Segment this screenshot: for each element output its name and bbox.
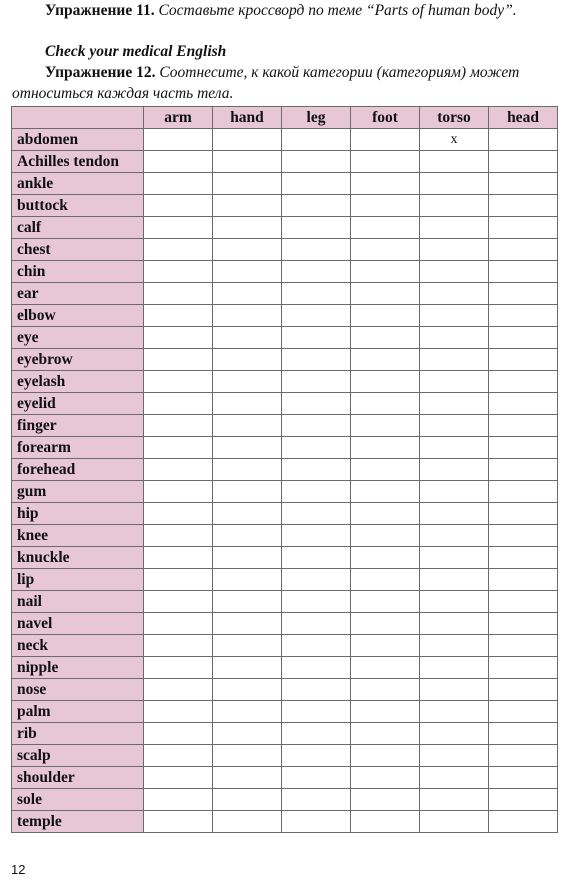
- answer-cell-leg[interactable]: [282, 327, 351, 349]
- answer-cell-leg[interactable]: [282, 129, 351, 151]
- answer-cell-torso[interactable]: [420, 283, 489, 305]
- answer-cell-leg[interactable]: [282, 635, 351, 657]
- column-header-foot: foot: [351, 107, 420, 129]
- answer-cell-arm[interactable]: [144, 569, 213, 591]
- answer-cell-arm[interactable]: [144, 591, 213, 613]
- body-part-label: sole: [12, 789, 144, 811]
- answer-cell-head[interactable]: [489, 129, 558, 151]
- answer-cell-foot[interactable]: [351, 371, 420, 393]
- answer-cell-head[interactable]: [489, 151, 558, 173]
- answer-cell-leg[interactable]: [282, 745, 351, 767]
- answer-cell-torso[interactable]: [420, 349, 489, 371]
- answer-cell-foot[interactable]: [351, 767, 420, 789]
- answer-cell-hand[interactable]: [213, 327, 282, 349]
- answer-cell-torso[interactable]: [420, 767, 489, 789]
- answer-cell-torso[interactable]: [420, 503, 489, 525]
- page-number: 12: [11, 862, 26, 877]
- body-part-label: forearm: [12, 437, 144, 459]
- answer-cell-head[interactable]: [489, 569, 558, 591]
- answer-cell-arm[interactable]: [144, 305, 213, 327]
- answer-cell-head[interactable]: [489, 657, 558, 679]
- body-part-label: gum: [12, 481, 144, 503]
- body-part-label: eyelid: [12, 393, 144, 415]
- answer-cell-foot[interactable]: [351, 283, 420, 305]
- body-part-label: scalp: [12, 745, 144, 767]
- answer-cell-head[interactable]: [489, 173, 558, 195]
- answer-cell-torso[interactable]: [420, 415, 489, 437]
- answer-cell-torso[interactable]: [420, 173, 489, 195]
- answer-cell-foot[interactable]: [351, 481, 420, 503]
- answer-cell-foot[interactable]: [351, 239, 420, 261]
- answer-cell-head[interactable]: [489, 547, 558, 569]
- answer-cell-hand[interactable]: [213, 591, 282, 613]
- table-header-row: [12, 107, 558, 129]
- answer-cell-leg[interactable]: [282, 789, 351, 811]
- answer-cell-torso[interactable]: [420, 459, 489, 481]
- answer-cell-torso[interactable]: [420, 393, 489, 415]
- answer-cell-hand[interactable]: [213, 239, 282, 261]
- answer-cell-arm[interactable]: [144, 679, 213, 701]
- answer-cell-head[interactable]: [489, 349, 558, 371]
- answer-cell-foot[interactable]: [351, 459, 420, 481]
- table-row: [12, 569, 558, 591]
- answer-cell-hand[interactable]: [213, 503, 282, 525]
- body-part-label: temple: [12, 811, 144, 833]
- answer-cell-hand[interactable]: [213, 415, 282, 437]
- column-header-hand: hand: [213, 107, 282, 129]
- body-part-label: nose: [12, 679, 144, 701]
- answer-cell-foot[interactable]: [351, 723, 420, 745]
- answer-cell-leg[interactable]: [282, 591, 351, 613]
- body-part-label: eye: [12, 327, 144, 349]
- answer-cell-arm[interactable]: [144, 393, 213, 415]
- table-row: [12, 767, 558, 789]
- answer-cell-hand[interactable]: [213, 767, 282, 789]
- answer-cell-hand[interactable]: [213, 437, 282, 459]
- answer-cell-foot[interactable]: [351, 261, 420, 283]
- table-row: [12, 811, 558, 833]
- answer-cell-head[interactable]: [489, 745, 558, 767]
- body-part-label: neck: [12, 635, 144, 657]
- answer-cell-leg[interactable]: [282, 503, 351, 525]
- answer-cell-leg[interactable]: [282, 723, 351, 745]
- answer-cell-foot[interactable]: [351, 151, 420, 173]
- answer-cell-leg[interactable]: [282, 261, 351, 283]
- answer-cell-hand[interactable]: [213, 811, 282, 833]
- answer-cell-arm[interactable]: [144, 151, 213, 173]
- answer-cell-head[interactable]: [489, 217, 558, 239]
- answer-cell-arm[interactable]: [144, 327, 213, 349]
- table-row: [12, 217, 558, 239]
- answer-cell-leg[interactable]: [282, 437, 351, 459]
- answer-cell-torso[interactable]: [420, 613, 489, 635]
- table-row: [12, 371, 558, 393]
- table-corner-cell: [12, 107, 144, 129]
- table-row: [12, 261, 558, 283]
- answer-cell-torso[interactable]: [420, 635, 489, 657]
- column-header-head: head: [489, 107, 558, 129]
- exercise-12-text-line1: Соотнесите, к какой категории (категориям) может: [159, 64, 520, 81]
- answer-cell-arm[interactable]: [144, 701, 213, 723]
- answer-cell-leg[interactable]: [282, 613, 351, 635]
- answer-cell-foot[interactable]: [351, 591, 420, 613]
- answer-cell-leg[interactable]: [282, 151, 351, 173]
- answer-cell-arm[interactable]: [144, 789, 213, 811]
- body-part-label: knee: [12, 525, 144, 547]
- answer-cell-torso[interactable]: [420, 195, 489, 217]
- body-part-label: elbow: [12, 305, 144, 327]
- body-part-label: buttock: [12, 195, 144, 217]
- column-header-arm: arm: [144, 107, 213, 129]
- body-part-label: calf: [12, 217, 144, 239]
- answer-cell-head[interactable]: [489, 591, 558, 613]
- answer-cell-leg[interactable]: [282, 283, 351, 305]
- answer-cell-arm[interactable]: [144, 437, 213, 459]
- answer-cell-head[interactable]: [489, 481, 558, 503]
- answer-cell-torso[interactable]: [420, 371, 489, 393]
- answer-cell-head[interactable]: [489, 723, 558, 745]
- body-part-label: lip: [12, 569, 144, 591]
- answer-cell-hand[interactable]: [213, 701, 282, 723]
- answer-cell-arm[interactable]: [144, 283, 213, 305]
- table-row: [12, 481, 558, 503]
- body-part-label: abdomen: [12, 129, 144, 151]
- body-part-label: rib: [12, 723, 144, 745]
- answer-cell-hand[interactable]: [213, 745, 282, 767]
- answer-cell-leg[interactable]: [282, 217, 351, 239]
- answer-cell-leg[interactable]: [282, 679, 351, 701]
- answer-cell-hand[interactable]: [213, 261, 282, 283]
- answer-cell-hand[interactable]: [213, 723, 282, 745]
- answer-cell-leg[interactable]: [282, 173, 351, 195]
- answer-cell-leg[interactable]: [282, 393, 351, 415]
- answer-cell-hand[interactable]: [213, 635, 282, 657]
- answer-cell-hand[interactable]: [213, 129, 282, 151]
- table-row: [12, 305, 558, 327]
- answer-cell-head[interactable]: [489, 459, 558, 481]
- table-row: [12, 151, 558, 173]
- answer-cell-leg[interactable]: [282, 305, 351, 327]
- answer-cell-hand[interactable]: [213, 371, 282, 393]
- answer-cell-foot[interactable]: [351, 811, 420, 833]
- answer-cell-hand[interactable]: [213, 151, 282, 173]
- answer-cell-foot[interactable]: [351, 613, 420, 635]
- table-row: [12, 503, 558, 525]
- answer-cell-arm[interactable]: [144, 129, 213, 151]
- answer-cell-leg[interactable]: [282, 767, 351, 789]
- body-part-label: forehead: [12, 459, 144, 481]
- answer-cell-foot[interactable]: [351, 657, 420, 679]
- answer-cell-torso[interactable]: [420, 701, 489, 723]
- section-subheading: Check your medical English: [45, 43, 227, 60]
- answer-cell-head[interactable]: [489, 415, 558, 437]
- answer-cell-head[interactable]: [489, 789, 558, 811]
- answer-cell-foot[interactable]: [351, 437, 420, 459]
- body-part-label: chin: [12, 261, 144, 283]
- answer-cell-torso[interactable]: [420, 591, 489, 613]
- answer-cell-hand[interactable]: [213, 283, 282, 305]
- answer-cell-head[interactable]: [489, 811, 558, 833]
- answer-cell-foot[interactable]: [351, 635, 420, 657]
- answer-cell-head[interactable]: [489, 239, 558, 261]
- answer-cell-leg[interactable]: [282, 239, 351, 261]
- answer-cell-foot[interactable]: [351, 327, 420, 349]
- answer-cell-hand[interactable]: [213, 173, 282, 195]
- exercise-11-text: Составьте кроссворд по теме “Parts of human body”.: [158, 2, 517, 19]
- table-row: [12, 283, 558, 305]
- table-row: [12, 613, 558, 635]
- answer-cell-hand[interactable]: [213, 393, 282, 415]
- answer-cell-torso[interactable]: [420, 239, 489, 261]
- answer-cell-head[interactable]: [489, 503, 558, 525]
- answer-cell-head[interactable]: [489, 767, 558, 789]
- answer-cell-hand[interactable]: [213, 569, 282, 591]
- answer-cell-foot[interactable]: [351, 503, 420, 525]
- answer-cell-arm[interactable]: [144, 261, 213, 283]
- table-row: [12, 173, 558, 195]
- body-part-label: eyebrow: [12, 349, 144, 371]
- answer-cell-arm[interactable]: [144, 239, 213, 261]
- answer-cell-leg[interactable]: [282, 459, 351, 481]
- body-part-label: chest: [12, 239, 144, 261]
- answer-cell-foot[interactable]: [351, 217, 420, 239]
- answer-cell-foot[interactable]: [351, 129, 420, 151]
- table-row: [12, 591, 558, 613]
- answer-cell-head[interactable]: [489, 679, 558, 701]
- answer-cell-arm[interactable]: [144, 349, 213, 371]
- answer-cell-leg[interactable]: [282, 415, 351, 437]
- answer-cell-torso[interactable]: [420, 327, 489, 349]
- answer-cell-foot[interactable]: [351, 415, 420, 437]
- exercise-11-label: Упражнение 11.: [45, 2, 155, 19]
- answer-cell-hand[interactable]: [213, 305, 282, 327]
- table-body: [12, 129, 558, 833]
- table-row: [12, 327, 558, 349]
- answer-cell-arm[interactable]: [144, 503, 213, 525]
- body-part-label: ear: [12, 283, 144, 305]
- answer-cell-foot[interactable]: [351, 525, 420, 547]
- answer-cell-torso[interactable]: [420, 437, 489, 459]
- answer-cell-torso[interactable]: [420, 789, 489, 811]
- body-part-label: navel: [12, 613, 144, 635]
- table-row: [12, 745, 558, 767]
- table-row: [12, 679, 558, 701]
- answer-cell-foot[interactable]: [351, 569, 420, 591]
- exercise-12-text-line2: относиться каждая часть тела.: [12, 85, 234, 102]
- answer-cell-arm[interactable]: [144, 459, 213, 481]
- answer-cell-head[interactable]: [489, 283, 558, 305]
- answer-cell-leg[interactable]: [282, 195, 351, 217]
- table-row: [12, 415, 558, 437]
- answer-cell-torso[interactable]: [420, 151, 489, 173]
- answer-cell-leg[interactable]: [282, 371, 351, 393]
- answer-cell-arm[interactable]: [144, 657, 213, 679]
- answer-cell-arm[interactable]: [144, 481, 213, 503]
- body-part-label: knuckle: [12, 547, 144, 569]
- answer-cell-torso[interactable]: [420, 525, 489, 547]
- table-row: [12, 657, 558, 679]
- answer-cell-torso[interactable]: [420, 547, 489, 569]
- column-header-torso: torso: [420, 107, 489, 129]
- answer-cell-leg[interactable]: [282, 701, 351, 723]
- body-part-label: Achilles tendon: [12, 151, 144, 173]
- answer-cell-foot[interactable]: [351, 173, 420, 195]
- answer-cell-leg[interactable]: [282, 657, 351, 679]
- answer-cell-torso[interactable]: [420, 217, 489, 239]
- answer-cell-hand[interactable]: [213, 459, 282, 481]
- body-part-label: shoulder: [12, 767, 144, 789]
- answer-cell-head[interactable]: [489, 261, 558, 283]
- answer-cell-torso[interactable]: [420, 679, 489, 701]
- answer-cell-head[interactable]: [489, 195, 558, 217]
- answer-cell-arm[interactable]: [144, 613, 213, 635]
- answer-cell-hand[interactable]: [213, 657, 282, 679]
- answer-cell-head[interactable]: [489, 327, 558, 349]
- answer-cell-hand[interactable]: [213, 789, 282, 811]
- table-row: [12, 701, 558, 723]
- answer-cell-foot[interactable]: [351, 393, 420, 415]
- answer-cell-foot[interactable]: [351, 679, 420, 701]
- answer-cell-torso[interactable]: [420, 745, 489, 767]
- answer-cell-head[interactable]: [489, 437, 558, 459]
- answer-cell-arm[interactable]: [144, 525, 213, 547]
- table-row: [12, 239, 558, 261]
- table-row: [12, 459, 558, 481]
- answer-cell-hand[interactable]: [213, 613, 282, 635]
- body-part-label: nail: [12, 591, 144, 613]
- answer-cell-leg[interactable]: [282, 481, 351, 503]
- body-parts-category-table: [11, 106, 558, 833]
- answer-cell-hand[interactable]: [213, 679, 282, 701]
- answer-cell-head[interactable]: [489, 635, 558, 657]
- answer-cell-head[interactable]: [489, 613, 558, 635]
- answer-cell-arm[interactable]: [144, 415, 213, 437]
- answer-cell-foot[interactable]: [351, 547, 420, 569]
- table-row: [12, 723, 558, 745]
- answer-cell-arm[interactable]: [144, 371, 213, 393]
- answer-cell-leg[interactable]: [282, 569, 351, 591]
- answer-cell-head[interactable]: [489, 371, 558, 393]
- table-row: [12, 525, 558, 547]
- answer-cell-torso[interactable]: [420, 569, 489, 591]
- answer-cell-foot[interactable]: [351, 789, 420, 811]
- table-row: [12, 437, 558, 459]
- answer-cell-arm[interactable]: [144, 635, 213, 657]
- body-part-label: palm: [12, 701, 144, 723]
- answer-cell-hand[interactable]: [213, 525, 282, 547]
- exercise-12-label: Упражнение 12.: [45, 64, 156, 81]
- answer-cell-foot[interactable]: [351, 745, 420, 767]
- answer-cell-arm[interactable]: [144, 811, 213, 833]
- body-part-label: ankle: [12, 173, 144, 195]
- answer-cell-leg[interactable]: [282, 349, 351, 371]
- table-row: [12, 195, 558, 217]
- answer-cell-hand[interactable]: [213, 481, 282, 503]
- exercise-11-instruction: [45, 1, 560, 21]
- answer-cell-hand[interactable]: [213, 217, 282, 239]
- answer-cell-arm[interactable]: [144, 173, 213, 195]
- answer-cell-arm[interactable]: [144, 217, 213, 239]
- answer-cell-arm[interactable]: [144, 745, 213, 767]
- table-row: [12, 547, 558, 569]
- answer-cell-foot[interactable]: [351, 701, 420, 723]
- table-row: [12, 789, 558, 811]
- answer-cell-foot[interactable]: [351, 349, 420, 371]
- answer-cell-arm[interactable]: [144, 767, 213, 789]
- body-part-label: eyelash: [12, 371, 144, 393]
- answer-cell-arm[interactable]: [144, 547, 213, 569]
- body-part-label: finger: [12, 415, 144, 437]
- answer-cell-leg[interactable]: [282, 525, 351, 547]
- table-row: [12, 393, 558, 415]
- answer-cell-torso[interactable]: [420, 481, 489, 503]
- answer-cell-torso[interactable]: [420, 723, 489, 745]
- answer-cell-hand[interactable]: [213, 195, 282, 217]
- answer-cell-head[interactable]: [489, 305, 558, 327]
- answer-cell-leg[interactable]: [282, 547, 351, 569]
- body-part-label: hip: [12, 503, 144, 525]
- table-row: [12, 635, 558, 657]
- column-header-leg: leg: [282, 107, 351, 129]
- answer-cell-leg[interactable]: [282, 811, 351, 833]
- answer-cell-head[interactable]: [489, 393, 558, 415]
- answer-cell-foot[interactable]: [351, 195, 420, 217]
- answer-cell-torso[interactable]: [420, 811, 489, 833]
- answer-cell-head[interactable]: [489, 525, 558, 547]
- answer-cell-torso[interactable]: [420, 261, 489, 283]
- answer-cell-torso[interactable]: [420, 305, 489, 327]
- answer-cell-arm[interactable]: [144, 195, 213, 217]
- answer-cell-torso[interactable]: [420, 657, 489, 679]
- answer-cell-foot[interactable]: [351, 305, 420, 327]
- table-row: [12, 349, 558, 371]
- table-row: [12, 129, 558, 151]
- answer-cell-torso[interactable]: x: [420, 129, 489, 151]
- answer-cell-hand[interactable]: [213, 349, 282, 371]
- body-part-label: nipple: [12, 657, 144, 679]
- answer-cell-hand[interactable]: [213, 547, 282, 569]
- answer-cell-arm[interactable]: [144, 723, 213, 745]
- answer-cell-head[interactable]: [489, 701, 558, 723]
- exercise-12-instruction: [45, 63, 560, 83]
